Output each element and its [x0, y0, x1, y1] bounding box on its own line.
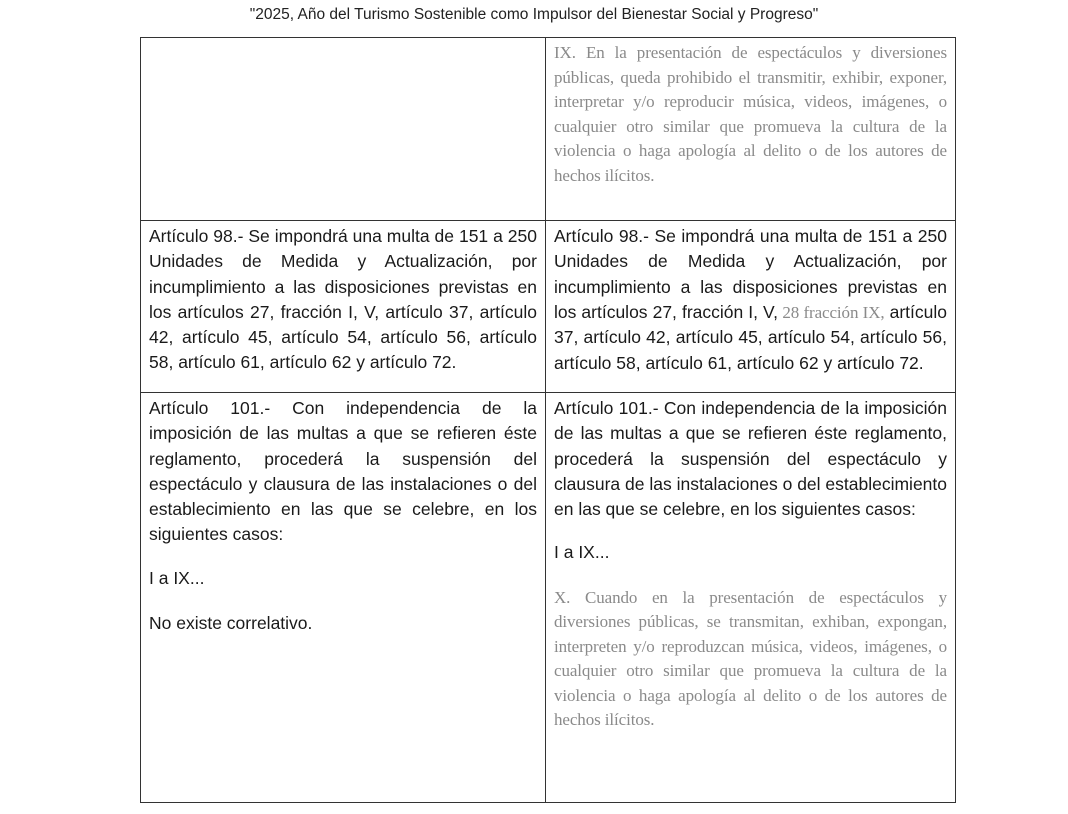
article-98-text-end: artículo 37, artículo 42, artículo 45, artículo 54, artículo 56, artículo 58, artículo 61, artículo 62 y artículo 72.	[554, 301, 948, 373]
current-article-101	[141, 393, 546, 803]
article-101-text: Artículo 101.- Con independencia de la imposición de las multas a que se refieren éste reglamento, procederá la suspensión del espectáculo y clausura de las instalaciones o del establecimiento en las que se celebre, en los siguientes casos:	[149, 398, 537, 545]
table-row	[141, 393, 956, 803]
fractions-text: I a IX...	[149, 567, 205, 588]
comparison-table	[140, 37, 956, 803]
table-row	[141, 38, 956, 221]
article-101-text: Artículo 101.- Con independencia de la imposición de las multas a que se refieren éste reglamento, procederá la suspensión del espectáculo y clausura de las instalaciones o del establecimiento en las que se celebre, en los siguientes casos:	[554, 398, 948, 520]
current-text-cell	[141, 38, 546, 221]
article-98-added-text: 28 fracción IX,	[778, 302, 885, 322]
fractions-text: I a IX...	[554, 542, 610, 563]
document-header-motto: "2025, Año del Turismo Sostenible como Impulsor del Bienestar Social y Progreso"	[249, 6, 819, 23]
article-98-text: Artículo 98.- Se impondrá una multa de 151 a 250 Unidades de Medida y Actualización, por incumplimiento a las disposiciones previstas en los artículos 27, fracción I, V,	[554, 226, 947, 322]
added-fraction-ix: IX. En la presentación de espectáculos y diversiones públicas, queda prohibido el transmitir, exhibir, exponer, interpretar y/o reproducir música, videos, imágenes, o cualquier otro similar que promueva la cultura de la violencia o haga apología al delito o de los autores de hechos ilícitos.	[554, 43, 947, 185]
no-correlative-text: No existe correlativo.	[149, 613, 313, 634]
table-row	[141, 221, 956, 393]
current-article-98: Artículo 98.- Se impondrá una multa de 151 a 250 Unidades de Medida y Actualización, por incumplimiento a las disposiciones previstas en los artículos 27, fracción I, V, artículo 37, artículo 42, artículo 45, artículo 54, artículo 56, artículo 58, artículo 61, artículo 62 y artículo 72.	[141, 221, 546, 393]
added-fraction-x: X. Cuando en la presentación de espectáculos y diversiones públicas, se transmitan, exhiban, expongan, interpreten y/o reproduzcan música, videos, imágenes, o cualquier otro similar que promueva la cultura de la violencia o haga apología al delito o de los autores de hechos ilícitos.	[554, 587, 947, 730]
proposed-text-cell	[546, 38, 956, 221]
proposed-article-101	[546, 393, 956, 803]
proposed-article-98	[546, 221, 956, 393]
